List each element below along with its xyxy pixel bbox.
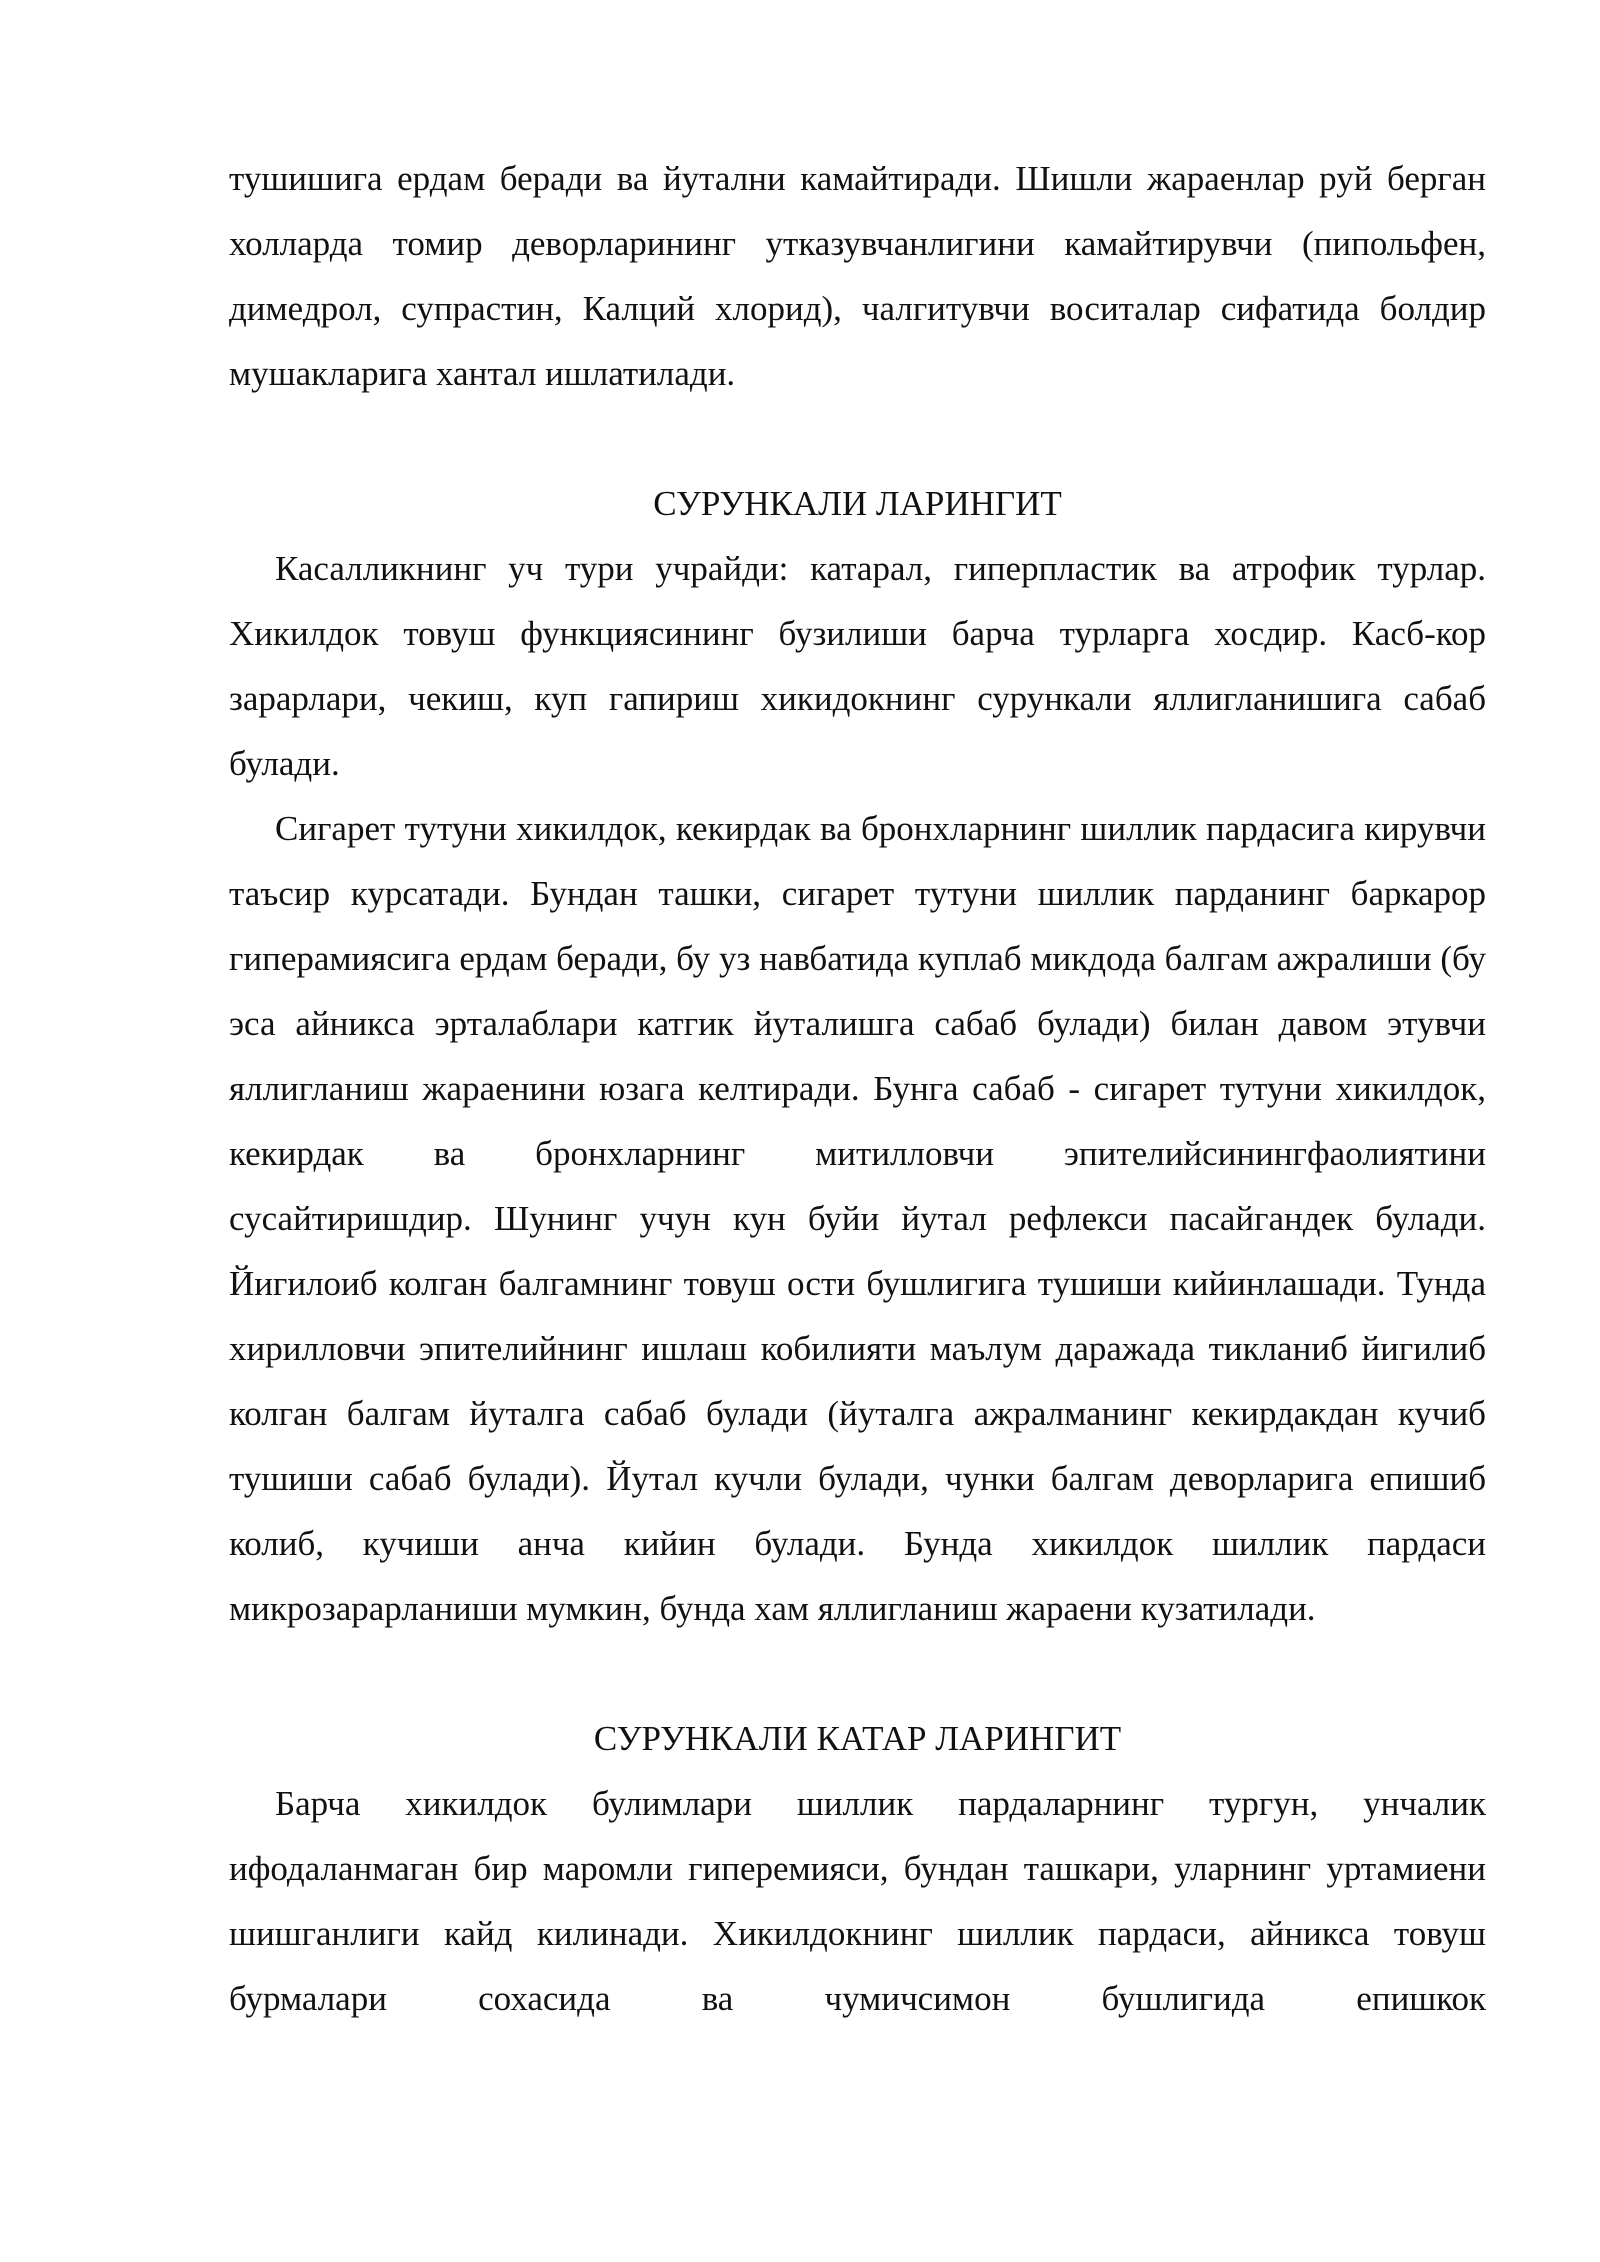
- paragraph: Барча хикилдок булимлари шиллик пардаларнинг тургун, унчалик ифодаланмаган бир маромли гиперемияси, бундан ташкари, уларнинг уртамиени шишганлиги кайд килинади. Хикилдокнинг шиллик пардаси, айникса товуш бурмалари сохасида ва чумичсимон бушлигида епишкок: [229, 1784, 1486, 2018]
- paragraph: Касалликнинг уч тури учрайди: катарал, гиперпластик ва атрофик турлар. Хикилдок товуш функциясининг бузилиши барча турларга хосдир. Касб-кор зарарлари, чекиш, куп гапириш хикидокнинг сурункали яллигланишига сабаб булади.: [229, 549, 1486, 783]
- document-page: [229, 146, 1486, 2031]
- intro-paragraph: тушишига ердам беради ва йутални камайтиради. Шишли жараенлар руй берган холларда томир деворларининг утказувчанлигини камайтирувчи (пипольфен, димедрол, супрастин, Калций хлорид), чалгитувчи воситалар сифатида болдир мушакларига хантал ишлатилади.: [229, 159, 1486, 393]
- section-title-chronic-laryngitis: СУРУНКАЛИ ЛАРИНГИТ: [653, 484, 1062, 523]
- paragraph: Сигарет тутуни хикилдок, кекирдак ва бронхларнинг шиллик пардасига кирувчи таъсир курсатади. Бундан ташки, сигарет тутуни шиллик парданинг баркарор гиперамиясига ердам беради, бу уз навбатида куплаб микдода балгам ажралиши (бу эса айникса эрталаблари катгик йуталишга сабаб булади) билан давом этувчи яллигланиш жараенини юзага келтиради. Бунга сабаб - сигарет тутуни хикилдок, кекирдак ва бронхларнинг митилловчи эпителийсинингфаолиятини сусайтиришдир. Шунинг учун кун буйи йутал рефлекси пасайгандек булади. Йигилоиб колган балгамнинг товуш ости бушлигига тушиши кийинлашади. Тунда хирилловчи эпителийнинг ишлаш кобилияти маълум даражада тикланиб йигилиб колган балгам йуталга сабаб булади (йуталга ажралманинг кекирдакдан кучиб тушиши сабаб булади). Йутал кучли булади, чунки балгам деворларига епишиб колиб, кучиши анча кийин булади. Бунда хикилдок шиллик пардаси микрозарарланиши мумкин, бунда хам яллигланиш жараени кузатилади.: [229, 809, 1486, 1628]
- section-title-chronic-catarrhal-laryngitis: СУРУНКАЛИ КАТАР ЛАРИНГИТ: [593, 1719, 1122, 1758]
- section-spacer: [229, 1641, 1486, 1706]
- section-spacer: [229, 406, 1486, 471]
